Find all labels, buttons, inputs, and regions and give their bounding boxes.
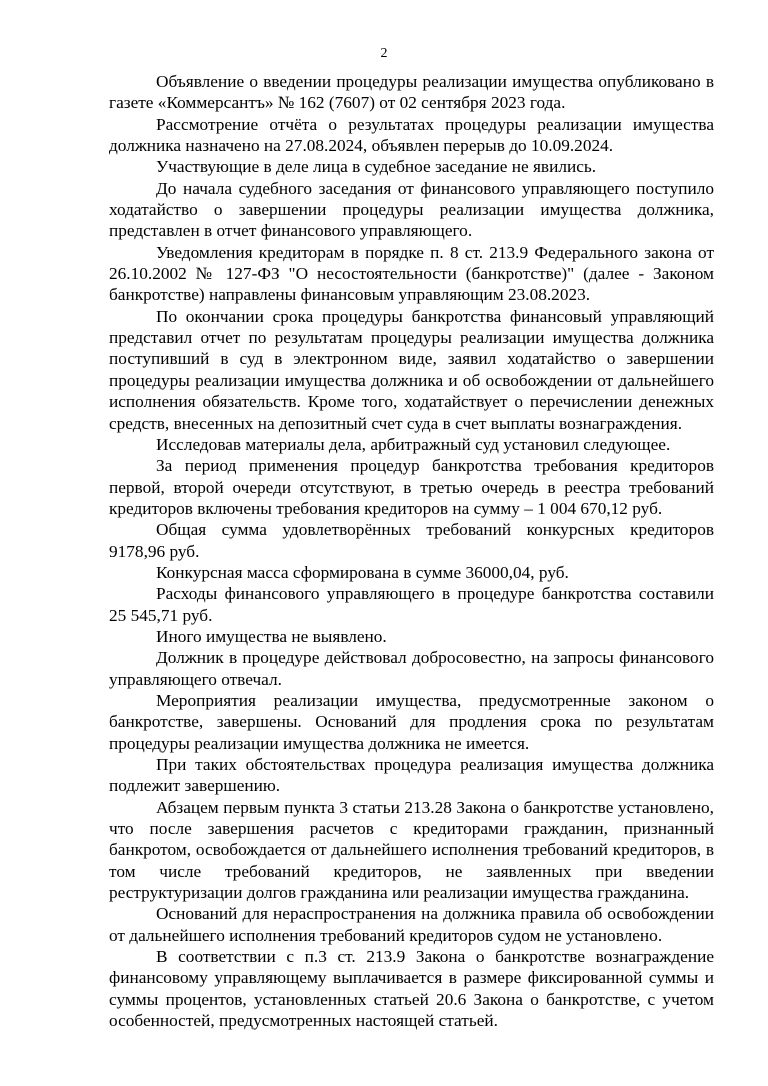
- document-body: [109, 71, 714, 1031]
- paragraph-creditor-notices: Уведомления кредиторам в порядке п. 8 ст. 213.9 Федерального закона от 26.10.2002 № 127-ФЗ "О несостоятельности (банкротстве)" (далее - Законом банкротстве) направлены финансовым управляющим 23.08.2023.: [109, 242, 714, 305]
- paragraph-manager-expenses: Расходы финансового управляющего в процедуре банкротства составили 25 545,71 руб.: [109, 584, 714, 625]
- paragraph-law-article-213-28: Абзацем первым пункта 3 статьи 213.28 Закона о банкротстве установлено, что после завершения расчетов с кредиторами гражданин, признанный банкротом, освобождается от дальнейшего исполнения требований кредиторов, в том числе требований кредиторов, не заявленных при введении реструктуризации долгов гражданина или реализации имущества гражданина.: [109, 797, 714, 903]
- paragraph-no-other-property: Иного имущества не выявлено.: [156, 626, 387, 646]
- paragraph-procedure-completion: При таких обстоятельствах процедура реализация имущества должника подлежит завершению.: [109, 755, 714, 796]
- paragraph-manager-report: По окончании срока процедуры банкротства финансовый управляющий представил отчет по результатам процедуры реализации имущества должника поступивший в суд в электронном виде, заявил ходатайство о завершении процедуры реализации имущества должника и об освобождении от дальнейшего исполнения обязательств. Кроме того, ходатайствует о перечислении денежных средств, внесенных на депозитный счет суда в счет выплаты вознаграждения.: [109, 306, 714, 433]
- paragraph-satisfied-claims: Общая сумма удовлетворённых требований конкурсных кредиторов 9178,96 руб.: [109, 520, 714, 561]
- paragraph-debtor-good-faith: Должник в процедуре действовал добросовестно, на запросы финансового управляющего отвечал.: [109, 648, 714, 689]
- paragraph-bankruptcy-estate: Конкурсная масса сформирована в сумме 36000,04, руб.: [156, 562, 569, 582]
- paragraph-publication-notice: Объявление о введении процедуры реализации имущества опубликовано в газете «Коммерсантъ» № 162 (7607) от 02 сентября 2023 года.: [109, 72, 714, 113]
- paragraph-court-findings: Исследовав материалы дела, арбитражный суд установил следующее.: [156, 434, 671, 454]
- page-number: 2: [380, 46, 388, 61]
- paragraph-measures-completed: Мероприятия реализации имущества, предусмотренные законом о банкротстве, завершены. Оснований для продления срока по результатам процедуры реализации имущества должника не имеется.: [109, 690, 714, 753]
- paragraph-creditor-claims: За период применения процедур банкротства требования кредиторов первой, второй очереди отсутствуют, в третью очередь в реестра требований кредиторов включены требования кредиторов на сумму – 1 004 670,12 руб.: [109, 456, 714, 518]
- paragraph-no-grounds-exception: Оснований для нераспространения на должника правила об освобождении от дальнейшего исполнения требований кредиторов судом не установлено.: [109, 904, 714, 945]
- paragraph-parties-absent: Участвующие в деле лица в судебное заседание не явились.: [156, 157, 597, 177]
- paragraph-petition-received: До начала судебного заседания от финансового управляющего поступило ходатайство о завершении процедуры реализации имущества должника, представлен в отчет финансового управляющего.: [109, 178, 714, 241]
- paragraph-report-hearing: Рассмотрение отчёта о результатах процедуры реализации имущества должника назначено на 27.08.2024, объявлен перерыв до 10.09.2024.: [109, 114, 714, 156]
- paragraph-manager-remuneration: В соответствии с п.3 ст. 213.9 Закона о банкротстве вознаграждение финансовому управляющему выплачивается в размере фиксированной суммы и суммы процентов, установленных статьей 20.6 Закона о банкротстве, с учетом особенностей, предусмотренных настоящей статьей.: [109, 947, 714, 1031]
